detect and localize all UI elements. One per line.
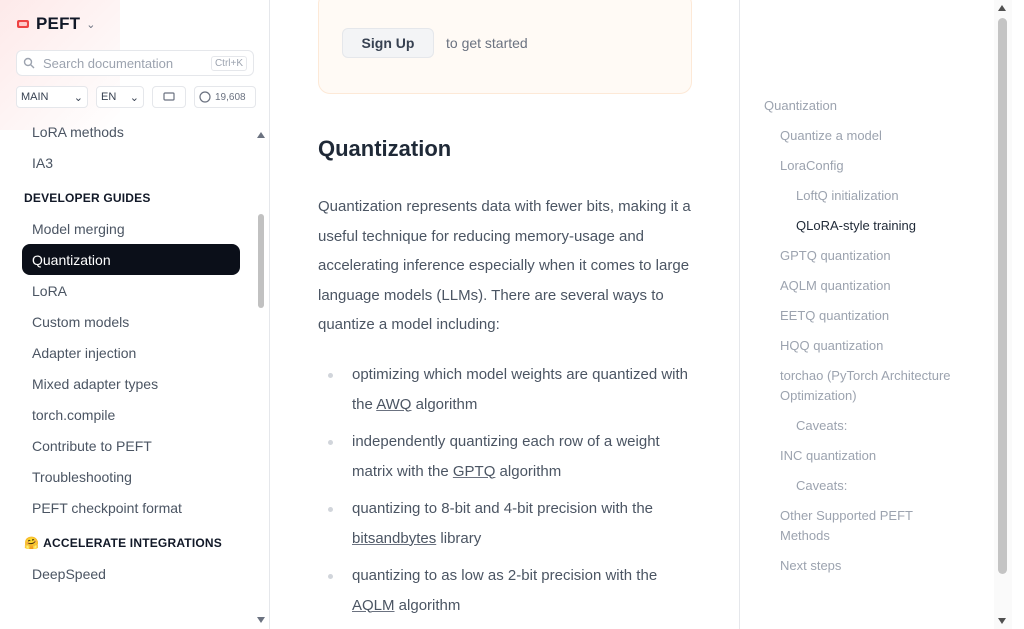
page-scroll-thumb[interactable] bbox=[998, 18, 1007, 574]
list-item bbox=[318, 360, 698, 419]
scroll-down-icon[interactable] bbox=[257, 617, 265, 623]
list-item bbox=[318, 494, 698, 553]
page-scrollbar[interactable] bbox=[994, 0, 1012, 629]
language-value: EN bbox=[101, 91, 117, 103]
scroll-up-icon[interactable] bbox=[257, 132, 265, 138]
sidebar-item-quantization[interactable]: Quantization bbox=[22, 244, 240, 275]
gptq-link[interactable]: GPTQ bbox=[452, 462, 496, 480]
intro-paragraph: Quantization represents data with fewer bits, making it a useful technique for reducing memory-usage and accelerating inference especially when it comes to large language models (LLMs). There are several ways to quantize a model including: bbox=[318, 198, 691, 333]
toc-item-eetq-quantization[interactable]: EETQ quantization bbox=[780, 308, 890, 323]
sidebar-toolbar bbox=[16, 86, 256, 108]
github-stars-button[interactable] bbox=[194, 86, 256, 108]
search-shortcut: Ctrl+K bbox=[211, 56, 247, 71]
sidebar-item-troubleshooting[interactable]: Troubleshooting bbox=[32, 468, 132, 485]
toc-item-loftq-initialization[interactable]: LoftQ initialization bbox=[796, 188, 899, 203]
chevron-down-icon: ⌄ bbox=[73, 91, 83, 104]
list-item-text: optimizing which model weights are quantized with the bbox=[352, 366, 689, 413]
sidebar-item-lora-methods[interactable]: LoRA methods bbox=[32, 123, 124, 140]
toc-item-caveats[interactable]: Caveats: bbox=[796, 418, 848, 433]
toc-item-quantization[interactable]: Quantization bbox=[764, 98, 837, 113]
toc-divider bbox=[739, 0, 740, 629]
search-icon bbox=[23, 57, 35, 69]
hf-logo-icon bbox=[16, 17, 30, 31]
toc-item-quantize-a-model[interactable]: Quantize a model bbox=[780, 128, 882, 143]
quantization-methods-list bbox=[318, 360, 698, 628]
list-item bbox=[318, 427, 698, 486]
list-item-text: algorithm bbox=[394, 596, 461, 614]
theme-toggle-button[interactable] bbox=[152, 86, 186, 108]
signup-button[interactable]: Sign Up bbox=[342, 28, 434, 58]
sidebar-item-custom-models[interactable]: Custom models bbox=[32, 313, 130, 330]
main-content bbox=[270, 0, 740, 629]
toc-item-other-supported-methods[interactable]: Other Supported PEFT Methods bbox=[780, 508, 913, 543]
scroll-up-icon[interactable] bbox=[998, 5, 1006, 11]
sidebar bbox=[0, 0, 270, 629]
list-item-text: quantizing to as low as 2-bit precision with the bbox=[352, 567, 658, 584]
aqlm-link[interactable]: AQLM bbox=[352, 596, 395, 614]
sidebar-nav bbox=[22, 116, 240, 589]
github-icon bbox=[199, 91, 211, 103]
brand-switcher[interactable] bbox=[16, 14, 95, 34]
list-item-text: algorithm bbox=[411, 395, 478, 413]
language-select[interactable] bbox=[96, 86, 144, 108]
sidebar-item-lora[interactable]: LoRA bbox=[32, 282, 68, 299]
sidebar-scroll-thumb[interactable] bbox=[258, 214, 264, 308]
sidebar-item-torch-compile[interactable]: torch.compile bbox=[32, 406, 116, 423]
toc-item-hqq-quantization[interactable]: HQQ quantization bbox=[780, 338, 884, 353]
toc-item-inc-quantization[interactable]: INC quantization bbox=[780, 448, 877, 463]
chevron-down-icon: ⌄ bbox=[86, 18, 96, 31]
awq-link[interactable]: AWQ bbox=[376, 395, 412, 413]
page-title: Quantization bbox=[318, 136, 452, 161]
sidebar-item-deepspeed[interactable]: DeepSpeed bbox=[32, 565, 106, 582]
scroll-down-icon[interactable] bbox=[998, 618, 1006, 624]
sidebar-item-contribute[interactable]: Contribute to PEFT bbox=[32, 437, 152, 454]
toc-item-torchao[interactable]: torchao (PyTorch Architecture Optimization) bbox=[780, 368, 951, 403]
list-item-text: quantizing to 8-bit and 4-bit precision with the bbox=[352, 500, 654, 517]
list-item bbox=[318, 561, 698, 620]
toc-item-loraconfig[interactable]: LoraConfig bbox=[780, 158, 844, 173]
list-item-text: library bbox=[436, 529, 482, 547]
toc-item-qlora-style-training[interactable]: QLoRA-style training bbox=[796, 218, 916, 233]
search-input[interactable] bbox=[16, 50, 254, 76]
section-accelerate-integrations[interactable] bbox=[22, 527, 240, 558]
toc-item-caveats[interactable]: Caveats: bbox=[796, 478, 848, 493]
table-of-contents bbox=[764, 94, 956, 584]
toc-item-gptq-quantization[interactable]: GPTQ quantization bbox=[780, 248, 891, 263]
version-select[interactable] bbox=[16, 86, 88, 108]
list-item-text: algorithm bbox=[495, 462, 562, 480]
sidebar-item-model-merging[interactable]: Model merging bbox=[32, 220, 125, 237]
section-developer-guides[interactable]: DEVELOPER GUIDES bbox=[24, 190, 151, 205]
sidebar-item-mixed-adapter-types[interactable]: Mixed adapter types bbox=[32, 375, 159, 392]
toc-item-aqlm-quantization[interactable]: AQLM quantization bbox=[780, 278, 891, 293]
sidebar-item-adapter-injection[interactable]: Adapter injection bbox=[32, 344, 137, 361]
hugging-face-emoji-icon: 🤗 bbox=[24, 535, 40, 550]
chevron-down-icon: ⌄ bbox=[129, 91, 139, 104]
sidebar-item-ia3[interactable]: IA3 bbox=[32, 154, 54, 171]
search-placeholder: Search documentation bbox=[43, 55, 174, 71]
signup-text: to get started bbox=[446, 35, 528, 51]
bitsandbytes-link[interactable]: bitsandbytes bbox=[352, 529, 437, 547]
brand-title: PEFT bbox=[36, 14, 81, 33]
list-item-text: independently quantizing each row of a weight matrix with the bbox=[352, 433, 660, 480]
sidebar-scrollbar[interactable] bbox=[256, 130, 266, 625]
sidebar-item-checkpoint-format[interactable]: PEFT checkpoint format bbox=[32, 499, 182, 516]
monitor-icon bbox=[163, 92, 175, 102]
section-accelerate-label: ACCELERATE INTEGRATIONS bbox=[43, 535, 222, 550]
version-value: MAIN bbox=[21, 91, 49, 103]
toc-item-next-steps[interactable]: Next steps bbox=[780, 558, 842, 573]
github-stars-count: 19,608 bbox=[215, 91, 246, 103]
